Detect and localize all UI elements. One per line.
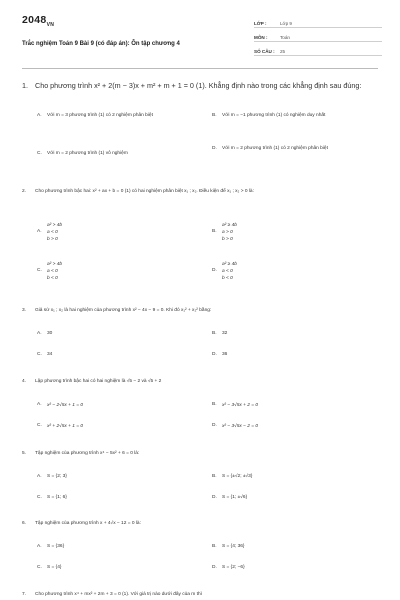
question-number: 6. (22, 521, 27, 526)
question-6: 6. Tập nghiệm của phương trình x + 4√x − 12 = 0 là: A. S = {36} B. S = {4; 36} C. S = {4} D. S = {2; −6} (22, 521, 382, 571)
question-text: Lập phương trình bậc hai có hai nghiệm là √5 − 2 và √5 + 2 (35, 379, 162, 384)
question-number: 4. (22, 379, 27, 384)
meta-row-subject (254, 28, 382, 42)
meta-label: SỐ CÂU : (254, 49, 275, 54)
question-5: 5. Tập nghiệm của phương trình x⁴ − 5x² + 6 = 0 là: A. S = {2; 3} B. S = {±√2; ±√3} C. S = {1; 6} D. S = {1; ±√6} (22, 451, 382, 501)
question-number: 2. (22, 189, 27, 194)
meta-value: Toán (280, 35, 290, 40)
question-7 (22, 592, 382, 600)
meta-table (254, 14, 382, 56)
question-number: 3. (22, 308, 27, 313)
meta-row-class (254, 14, 382, 28)
question-number: 1. (22, 81, 28, 90)
divider (22, 68, 378, 69)
meta-label: MÔN : (254, 35, 268, 40)
question-number: 7. (22, 592, 27, 597)
header (22, 14, 382, 64)
meta-value: Lớp 9 (280, 21, 292, 26)
question-text: Tập nghiệm của phương trình x⁴ − 5x² + 6 = 0 là: (35, 451, 140, 456)
question-1: 1. Cho phương trình x² + 2(m − 3)x + m² + m + 1 = 0 (1). Khẳng định nào trong các khẳng định sau đúng: A. Với m = 3 phương trình (1) có 2 nghiệm phân biệt B. Với m = −1 phương trình (1) có nghiệm duy nhất C. Với m = 2 phương trình (1) vô nghiệm D. Với m = 2 phương trình (1) có 2 nghiệm phân biệt (22, 81, 382, 171)
page-title: Trắc nghiệm Toán 9 Bài 9 (có đáp án): Ôn tập chương 4 (22, 41, 180, 47)
meta-row-count (254, 42, 382, 56)
question-text: Cho phương trình bậc hai: x² + ax + b = 0 (1) có hai nghiệm phân biệt x₁ ; x₂. Điều kiện để x₁ ; x₂ > 0 là: (35, 189, 254, 194)
meta-label: LỚP : (254, 21, 267, 26)
question-text: Cho phương trình x⁴ + mx² + 2m + 3 = 0 (1). Với giá trị nào dưới đây của m thì (35, 592, 202, 597)
meta-value: 25 (280, 49, 286, 54)
question-text: Cho phương trình x² + 2(m − 3)x + m² + m + 1 = 0 (1). Khẳng định nào trong các khẳng định sau đúng: (35, 81, 362, 90)
question-3: 3. Giả sử x₁ ; x₂ là hai nghiệm của phương trình x² − 4x − 9 = 0. Khi đó x₁² + x₂² bằng: A. 30 B. 32 C. 34 D. 36 (22, 308, 382, 358)
question-4: 4. Lập phương trình bậc hai có hai nghiệm là √5 − 2 và √5 + 2 A. x² − 2√5x + 1 = 0 B. x² − 3√5x + 2 = 0 C. x² + 2√5x + 1 = 0 D. x² − 3√5x − 2 = 0 (22, 379, 382, 429)
site-logo[interactable]: $2048_{VN}$ (22, 14, 55, 29)
question-text: Tập nghiệm của phương trình x + 4√x − 12 = 0 là: (35, 521, 141, 526)
question-2: 2. Cho phương trình bậc hai: x² + ax + b = 0 (1) có hai nghiệm phân biệt x₁ ; x₂. Điều kiện để x₁ ; x₂ > 0 là: A. a² > 4b a < 0 b > 0 B. a² ≥ 4b a > 0 b > 0 C. a² > 4b a < 0 b < 0 D. a² ≥ 4b a < 0 b < 0 (22, 189, 382, 299)
question-text: Giả sử x₁ ; x₂ là hai nghiệm của phương trình x² − 4x − 9 = 0. Khi đó x₁² + x₂² bằng: (35, 308, 212, 313)
question-number: 5. (22, 451, 27, 456)
